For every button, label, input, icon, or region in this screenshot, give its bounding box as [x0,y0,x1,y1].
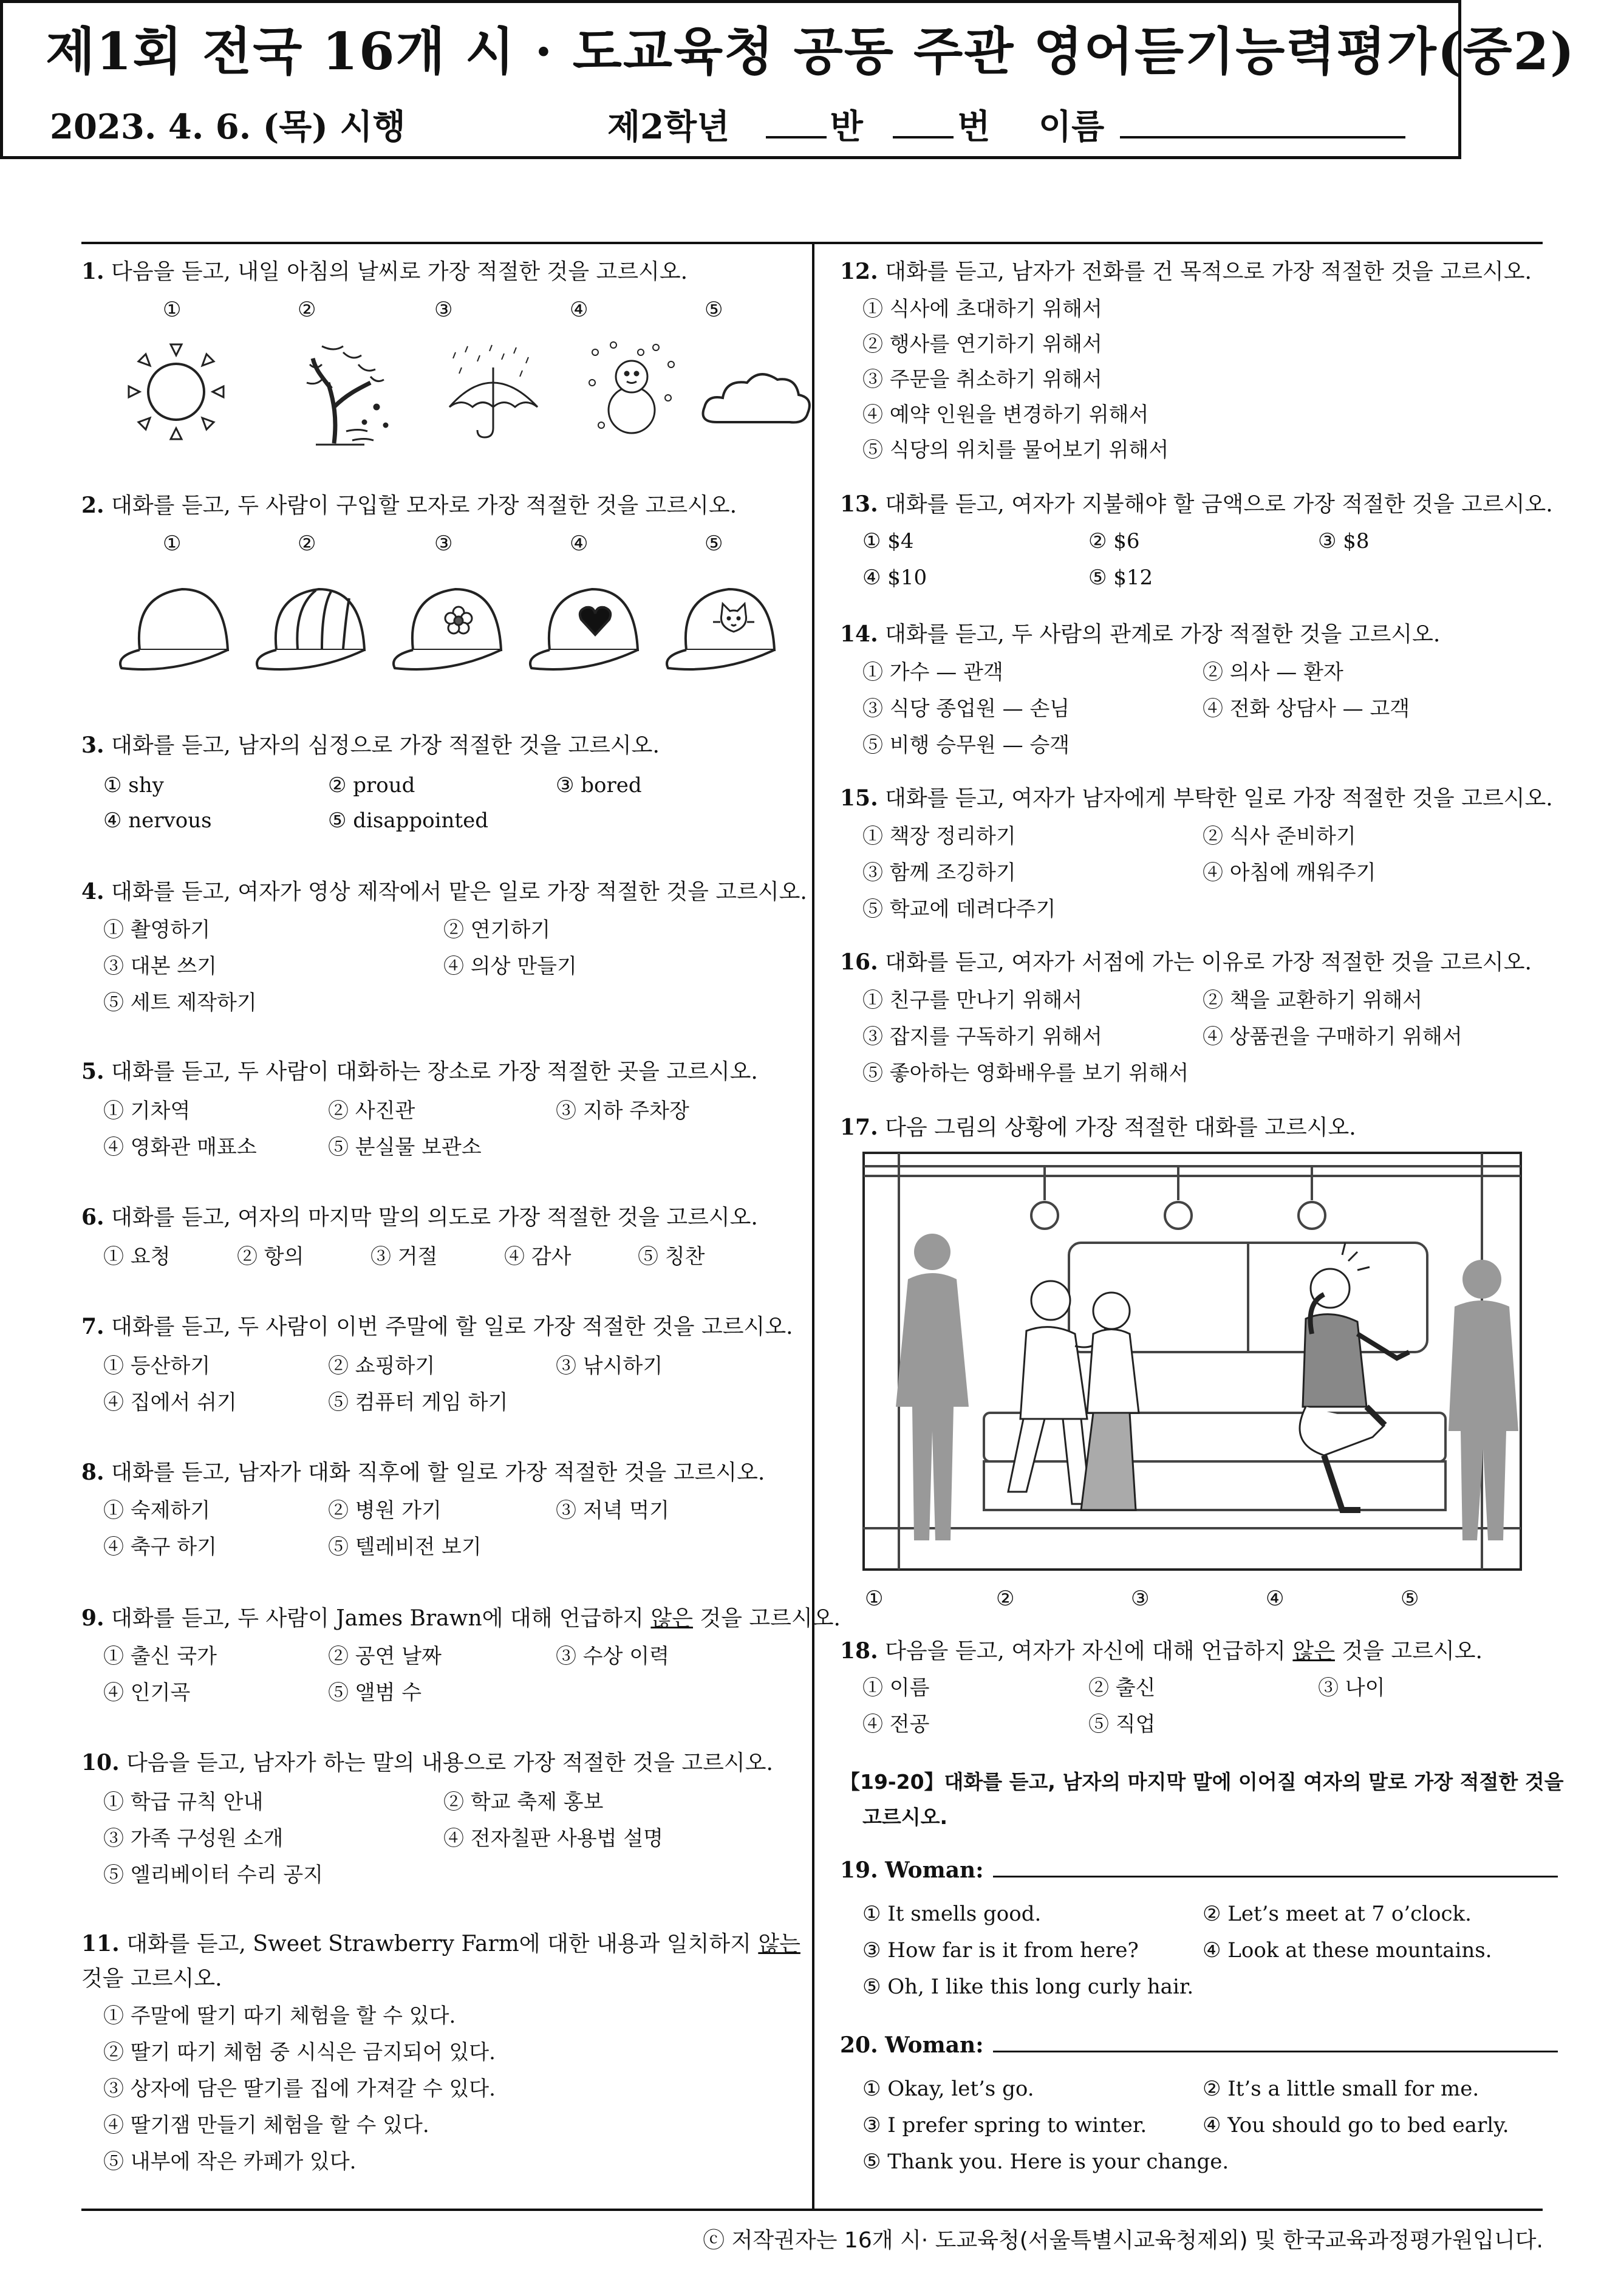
question-11: 11. 대화를 듣고, Sweet Strawberry Farm에 대한 내용과 일치하지 않는 [81,1931,800,1956]
cat-cap-icon [667,589,774,669]
q7-option-4[interactable]: ④ 집에서 쉬기 [103,1390,237,1415]
q6-option-2[interactable]: ② 항의 [237,1245,304,1269]
q10-option-1[interactable]: ① 학급 규칙 안내 [103,1790,264,1814]
q19-option-2[interactable]: ② Let’s meet at 7 o’clock. [1203,1902,1472,1926]
question-12: 12. 대화를 듣고, 남자가 전화를 건 목적으로 가장 적절한 것을 고르시오. [840,259,1532,284]
heart-cap-icon [530,589,638,669]
number-label: 번 [957,107,991,147]
q11-option-3[interactable]: ③ 상자에 담은 딸기를 집에 가져갈 수 있다. [103,2077,496,2101]
q15-option-4[interactable]: ④ 아침에 깨워주기 [1203,861,1376,885]
umbrella-rain-icon [449,345,537,437]
class-label: 반 [830,107,863,147]
plain-cap-icon [120,589,228,669]
grade-label: 제2학년 [607,107,730,147]
q8-option-3[interactable]: ③ 저녁 먹기 [556,1498,669,1523]
q5-option-3[interactable]: ③ 지하 주차장 [556,1099,689,1123]
q3-option-4[interactable]: ④ nervous [103,808,212,833]
q18-option-4[interactable]: ④ 전공 [862,1712,930,1737]
q19-option-5[interactable]: ⑤ Oh, I like this long curly hair. [862,1975,1194,1999]
q19-option-1[interactable]: ① It smells good. [862,1902,1042,1926]
q10-option-5[interactable]: ⑤ 엘리베이터 수리 공지 [103,1863,324,1887]
q12-option-1[interactable]: ① 식사에 초대하기 위해서 [862,297,1102,321]
q4-option-2[interactable]: ② 연기하기 [443,918,551,942]
q4-option-3[interactable]: ③ 대본 쓰기 [103,954,217,979]
q1-weather-images [121,334,790,456]
cloud-icon [703,374,810,422]
q18-option-5[interactable]: ⑤ 직업 [1088,1712,1156,1737]
question-3: 3. 대화를 듣고, 남자의 심정으로 가장 적절한 것을 고르시오. [81,733,660,758]
q12-option-4[interactable]: ④ 예약 인원을 변경하기 위해서 [862,403,1149,427]
q6-option-5[interactable]: ⑤ 칭찬 [638,1245,705,1269]
question-7: 7. 대화를 듣고, 두 사람이 이번 주말에 할 일로 가장 적절한 것을 고르시오. [81,1314,793,1339]
q14-option-3[interactable]: ③ 식당 종업원 — 손님 [862,697,1070,721]
class-blank[interactable] [766,106,827,138]
q16-option-1[interactable]: ① 친구를 만나기 위해서 [862,988,1083,1013]
name-blank[interactable] [1120,106,1405,138]
q10-option-2[interactable]: ② 학교 축제 홍보 [443,1790,604,1814]
q20-option-2[interactable]: ② It’s a little small for me. [1203,2077,1479,2101]
q16-option-4[interactable]: ④ 상품권을 구매하기 위해서 [1203,1025,1462,1049]
question-16: 16. 대화를 듣고, 여자가 서점에 가는 이유로 가장 적절한 것을 고르시오. [840,949,1532,975]
q20-option-5[interactable]: ⑤ Thank you. Here is your change. [862,2150,1229,2174]
q5-option-1[interactable]: ① 기차역 [103,1099,191,1123]
sun-icon [129,344,224,439]
q19-answer-line[interactable] [993,1854,1558,1877]
q9-option-1[interactable]: ① 출신 국가 [103,1644,217,1669]
q20-option-4[interactable]: ④ You should go to bed early. [1203,2113,1509,2137]
q13-option-2[interactable]: ② $6 [1088,529,1140,553]
question-20: 20. Woman: [840,2029,1558,2059]
q3-option-2[interactable]: ② proud [328,773,415,798]
q14-option-5[interactable]: ⑤ 비행 승무원 — 승객 [862,733,1070,757]
q13-option-1[interactable]: ① $4 [862,529,914,553]
q5-option-2[interactable]: ② 사진관 [328,1099,415,1123]
q7-option-3[interactable]: ③ 낚시하기 [556,1354,663,1378]
q6-option-4[interactable]: ④ 감사 [504,1245,572,1269]
q19-20-instruction: 【19-20】대화를 듣고, 남자의 마지막 말에 이어질 여자의 말로 가장 적절한 것을 [840,1770,1564,1794]
q16-option-3[interactable]: ③ 잡지를 구독하기 위해서 [862,1025,1102,1049]
question-8: 8. 대화를 듣고, 남자가 대화 직후에 할 일로 가장 적절한 것을 고르시오. [81,1460,765,1485]
q5-option-4[interactable]: ④ 영화관 매표소 [103,1135,257,1160]
q6-option-1[interactable]: ① 요청 [103,1245,171,1269]
q11-option-2[interactable]: ② 딸기 따기 체험 중 시식은 금지되어 있다. [103,2040,496,2065]
q7-option-1[interactable]: ① 등산하기 [103,1354,211,1378]
q18-option-1[interactable]: ① 이름 [862,1676,930,1700]
q12-option-5[interactable]: ⑤ 식당의 위치를 물어보기 위해서 [862,438,1169,462]
q20-option-3[interactable]: ③ I prefer spring to winter. [862,2113,1147,2137]
question-13: 13. 대화를 듣고, 여자가 지불해야 할 금액으로 가장 적절한 것을 고르시오. [840,491,1553,517]
question-1: 1. 다음을 듣고, 내일 아침의 날씨로 가장 적절한 것을 고르시오. [81,259,688,284]
q9-option-3[interactable]: ③ 수상 이력 [556,1644,669,1669]
q13-option-5[interactable]: ⑤ $12 [1088,565,1153,590]
q7-option-5[interactable]: ⑤ 컴퓨터 게임 하기 [328,1390,508,1415]
q15-option-5[interactable]: ⑤ 학교에 데려다주기 [862,897,1056,921]
q20-answer-line[interactable] [993,2029,1558,2052]
q9-option-2[interactable]: ② 공연 날짜 [328,1644,442,1669]
subway-scene-illustration [862,1152,1522,1571]
number-blank[interactable] [893,106,954,138]
q11-option-1[interactable]: ① 주말에 딸기 따기 체험을 할 수 있다. [103,2004,456,2028]
q2-cap-images [115,583,796,680]
q11-option-5[interactable]: ⑤ 내부에 작은 카페가 있다. [103,2150,357,2174]
q7-option-2[interactable]: ② 쇼핑하기 [328,1354,435,1378]
windy-tree-icon [307,346,387,445]
q16-option-5[interactable]: ⑤ 좋아하는 영화배우를 보기 위해서 [862,1061,1189,1085]
q8-option-2[interactable]: ② 병원 가기 [328,1498,442,1523]
question-19: 19. Woman: [840,1854,1558,1884]
q10-option-4[interactable]: ④ 전자칠판 사용법 설명 [443,1826,664,1851]
q4-option-4[interactable]: ④ 의상 만들기 [443,954,577,979]
question-5: 5. 대화를 듣고, 두 사람이 대화하는 장소로 가장 적절한 곳을 고르시오. [81,1059,758,1084]
question-11-cont: 것을 고르시오. [81,1966,222,1991]
q14-option-4[interactable]: ④ 전화 상담사 — 고객 [1203,697,1410,721]
exam-title: 제1회 전국 16개 시 · 도교육청 공동 주관 영어듣기능력평가(중2) [46,21,1575,81]
student-info [607,100,1409,149]
striped-cap-icon [257,589,364,669]
q15-option-2[interactable]: ② 식사 준비하기 [1203,824,1356,849]
q10-option-3[interactable]: ③ 가족 구성원 소개 [103,1826,284,1851]
q18-option-2[interactable]: ② 출신 [1088,1676,1156,1700]
question-18: 18. 다음을 듣고, 여자가 자신에 대해 언급하지 않은 것을 고르시오. [840,1638,1483,1664]
q14-option-1[interactable]: ① 가수 — 관객 [862,660,1003,685]
question-9: 9. 대화를 듣고, 두 사람이 James Brawn에 대해 언급하지 않은 것을 고르시오. [81,1605,841,1631]
exam-header [0,0,1575,159]
question-4: 4. 대화를 듣고, 여자가 영상 제작에서 맡은 일로 가장 적절한 것을 고르시오. [81,879,807,904]
q9-option-5[interactable]: ⑤ 앨범 수 [328,1681,422,1705]
q19-20-instruction-cont: 고르시오. [862,1805,948,1829]
q12-option-2[interactable]: ② 행사를 연기하기 위해서 [862,332,1102,357]
name-label: 이름 [1038,107,1105,147]
q4-option-1[interactable]: ① 촬영하기 [103,918,211,942]
q5-option-5[interactable]: ⑤ 분실물 보관소 [328,1135,482,1160]
question-17: 17. 다음 그림의 상황에 가장 적절한 대화를 고르시오. [840,1115,1356,1140]
q12-option-3[interactable]: ③ 주문을 취소하기 위해서 [862,367,1102,392]
exam-date: 2023. 4. 6. (목) 시행 [50,107,406,147]
copyright-footer: ⓒ 저작권자는 16개 시· 도교육청(서울특별시교육청제외) 및 한국교육과정평가원입니다. [703,2228,1543,2253]
q3-option-5[interactable]: ⑤ disappointed [328,808,488,833]
q4-option-5[interactable]: ⑤ 세트 제작하기 [103,991,257,1015]
q3-option-1[interactable]: ① shy [103,773,164,798]
q3-option-3[interactable]: ③ bored [556,773,642,798]
q14-option-2[interactable]: ② 의사 — 환자 [1203,660,1343,685]
q19-option-3[interactable]: ③ How far is it from here? [862,1938,1139,1963]
q15-option-3[interactable]: ③ 함께 조깅하기 [862,861,1016,885]
question-2: 2. 대화를 듣고, 두 사람이 구입할 모자로 가장 적절한 것을 고르시오. [81,493,737,518]
question-15: 15. 대화를 듣고, 여자가 남자에게 부탁한 일로 가장 적절한 것을 고르시오. [840,785,1553,811]
question-14: 14. 대화를 듣고, 두 사람의 관계로 가장 적절한 것을 고르시오. [840,621,1441,647]
q6-option-3[interactable]: ③ 거절 [370,1245,438,1269]
q9-option-4[interactable]: ④ 인기곡 [103,1681,191,1705]
q15-option-1[interactable]: ① 책장 정리하기 [862,824,1016,849]
bottom-divider [81,2209,1543,2211]
question-10: 10. 다음을 듣고, 남자가 하는 말의 내용으로 가장 적절한 것을 고르시오. [81,1750,773,1775]
question-6: 6. 대화를 듣고, 여자의 마지막 말의 의도로 가장 적절한 것을 고르시오. [81,1204,758,1230]
q16-option-2[interactable]: ② 책을 교환하기 위해서 [1203,988,1423,1013]
q19-option-4[interactable]: ④ Look at these mountains. [1203,1938,1492,1963]
q18-option-3[interactable]: ③ 나이 [1318,1676,1385,1700]
column-divider [812,242,814,2209]
snowman-snow-icon [589,342,674,433]
q8-option-1[interactable]: ① 숙제하기 [103,1498,211,1523]
q20-option-1[interactable]: ① Okay, let’s go. [862,2077,1034,2101]
flower-cap-icon [394,589,501,669]
q8-option-5[interactable]: ⑤ 텔레비전 보기 [328,1535,482,1559]
q13-option-4[interactable]: ④ $10 [862,565,927,590]
q8-option-4[interactable]: ④ 축구 하기 [103,1535,217,1559]
q11-option-4[interactable]: ④ 딸기잼 만들기 체험을 할 수 있다. [103,2113,429,2137]
q13-option-3[interactable]: ③ $8 [1318,529,1370,553]
